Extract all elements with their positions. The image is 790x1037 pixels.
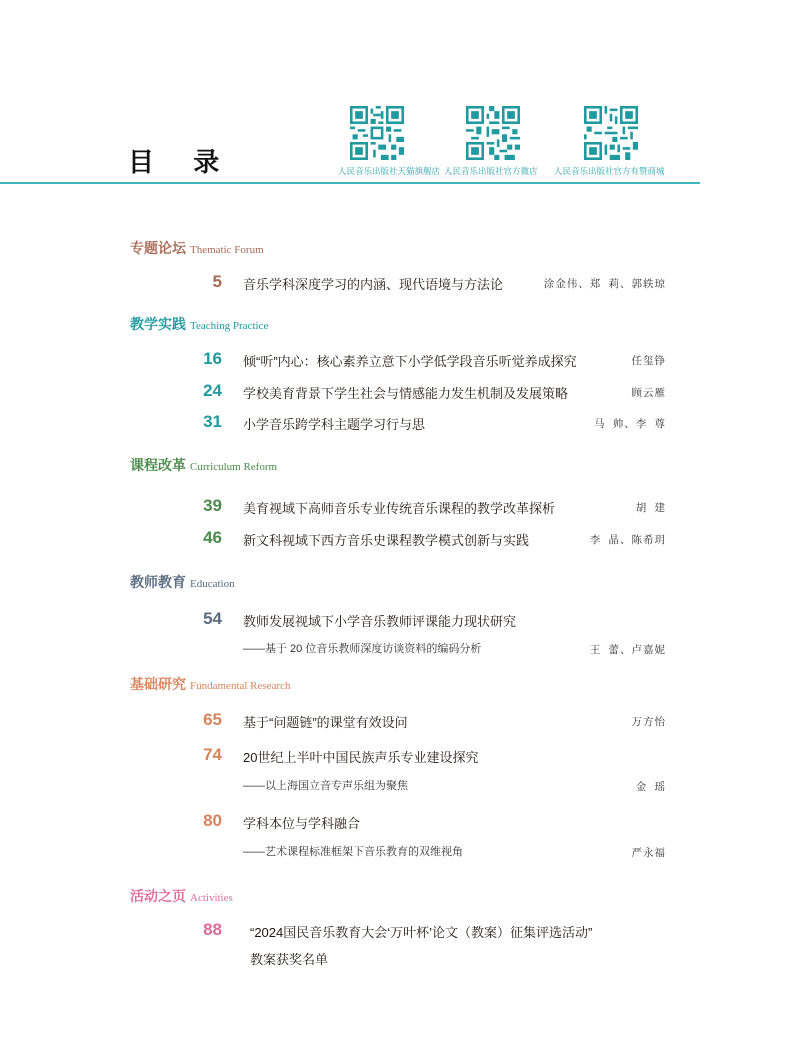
- section-heading-activities: [130, 886, 233, 906]
- article-author: 王 蕾、卢嘉妮: [589, 645, 666, 656]
- page-number[interactable]: 74: [203, 745, 222, 764]
- section-title-en: Thematic Forum: [190, 244, 264, 256]
- section-heading-thematic-forum: [130, 238, 264, 258]
- article-author: 胡 建: [635, 503, 666, 514]
- section-heading-education: [130, 572, 235, 592]
- page-number[interactable]: 39: [203, 496, 222, 515]
- article-title[interactable]: 新文科视域下西方音乐史课程教学模式创新与实践: [243, 533, 530, 548]
- article-title[interactable]: 学校美育背景下学生社会与情感能力发生机制及发展策略: [243, 386, 569, 401]
- article-author: 金 瑶: [635, 782, 666, 793]
- article-subtitle: ——艺术课程标准框架下音乐教育的双维视角: [243, 846, 463, 858]
- article-title[interactable]: 教师发展视域下小学音乐教师评课能力现状研究: [243, 614, 517, 629]
- article-title[interactable]: 基于“问题链”的课堂有效设问: [243, 715, 408, 730]
- section-title-cn: 课程改革: [130, 457, 186, 473]
- section-title-en: Education: [190, 578, 235, 590]
- article-author: 李 晶、陈希玥: [589, 535, 666, 546]
- page-number[interactable]: 24: [203, 381, 222, 400]
- section-title-cn: 基础研究: [130, 676, 186, 692]
- qr-caption: 人民音乐出版社天猫旗舰店: [338, 166, 441, 176]
- header-divider: [0, 182, 700, 184]
- article-author: 任玺铮: [631, 356, 666, 367]
- section-title-en: Curriculum Reform: [190, 461, 278, 473]
- section-title-en: Fundamental Research: [190, 680, 291, 692]
- article-author: 严永福: [631, 848, 666, 859]
- page-number[interactable]: 31: [203, 412, 222, 431]
- article-author: 顾云雁: [631, 388, 666, 399]
- page-title: 目 录: [128, 147, 236, 177]
- section-title-en: Activities: [190, 892, 233, 904]
- article-title[interactable]: 20世纪上半叶中国民族声乐专业建设探究: [243, 750, 479, 765]
- section-title-cn: 教师教育: [130, 574, 186, 590]
- page-number[interactable]: 88: [203, 920, 222, 939]
- article-title-continued: 教案获奖名单: [250, 952, 329, 967]
- qr-code-icon[interactable]: [466, 106, 520, 160]
- section-heading-teaching-practice: [130, 314, 268, 334]
- qr-caption: 人民音乐出版社官方有赞商城: [554, 166, 665, 176]
- article-author: 涂金伟、郑 莉、郭轶琼: [543, 279, 666, 290]
- article-title[interactable]: “2024国民音乐教育大会‘万叶杯’论文（教案）征集评选活动”: [250, 925, 593, 940]
- page-number[interactable]: 16: [203, 349, 222, 368]
- page-number[interactable]: 65: [203, 710, 222, 729]
- section-title-cn: 活动之页: [130, 888, 186, 904]
- qr-caption: 人民音乐出版社官方微店: [444, 166, 538, 176]
- page-number[interactable]: 54: [203, 609, 222, 628]
- qr-code-icon[interactable]: [350, 106, 404, 160]
- article-title[interactable]: 美育视域下高师音乐专业传统音乐课程的教学改革探析: [243, 501, 556, 516]
- section-title-en: Teaching Practice: [190, 320, 269, 332]
- article-title[interactable]: 小学音乐跨学科主题学习行与思: [243, 417, 426, 432]
- article-subtitle: ——以上海国立音专声乐组为聚焦: [243, 780, 408, 792]
- section-heading-fundamental-research: [130, 674, 291, 694]
- article-title[interactable]: 倾“听”内心：核心素养立意下小学低学段音乐听觉养成探究: [243, 354, 577, 369]
- article-author: 马 帅、李 尊: [594, 419, 666, 430]
- page-number[interactable]: 5: [212, 272, 222, 291]
- article-subtitle: ——基于 20 位音乐教师深度访谈资料的编码分析: [243, 643, 482, 655]
- section-title-cn: 教学实践: [130, 316, 186, 332]
- article-title[interactable]: 音乐学科深度学习的内涵、现代语境与方法论: [243, 277, 504, 292]
- header: [0, 0, 790, 190]
- page-number[interactable]: 80: [203, 811, 222, 830]
- article-author: 万方怡: [631, 717, 666, 728]
- qr-code-icon[interactable]: [584, 106, 638, 160]
- section-title-cn: 专题论坛: [130, 240, 186, 256]
- page-number[interactable]: 46: [203, 528, 222, 547]
- section-heading-curriculum-reform: [130, 455, 277, 475]
- article-title[interactable]: 学科本位与学科融合: [243, 816, 361, 831]
